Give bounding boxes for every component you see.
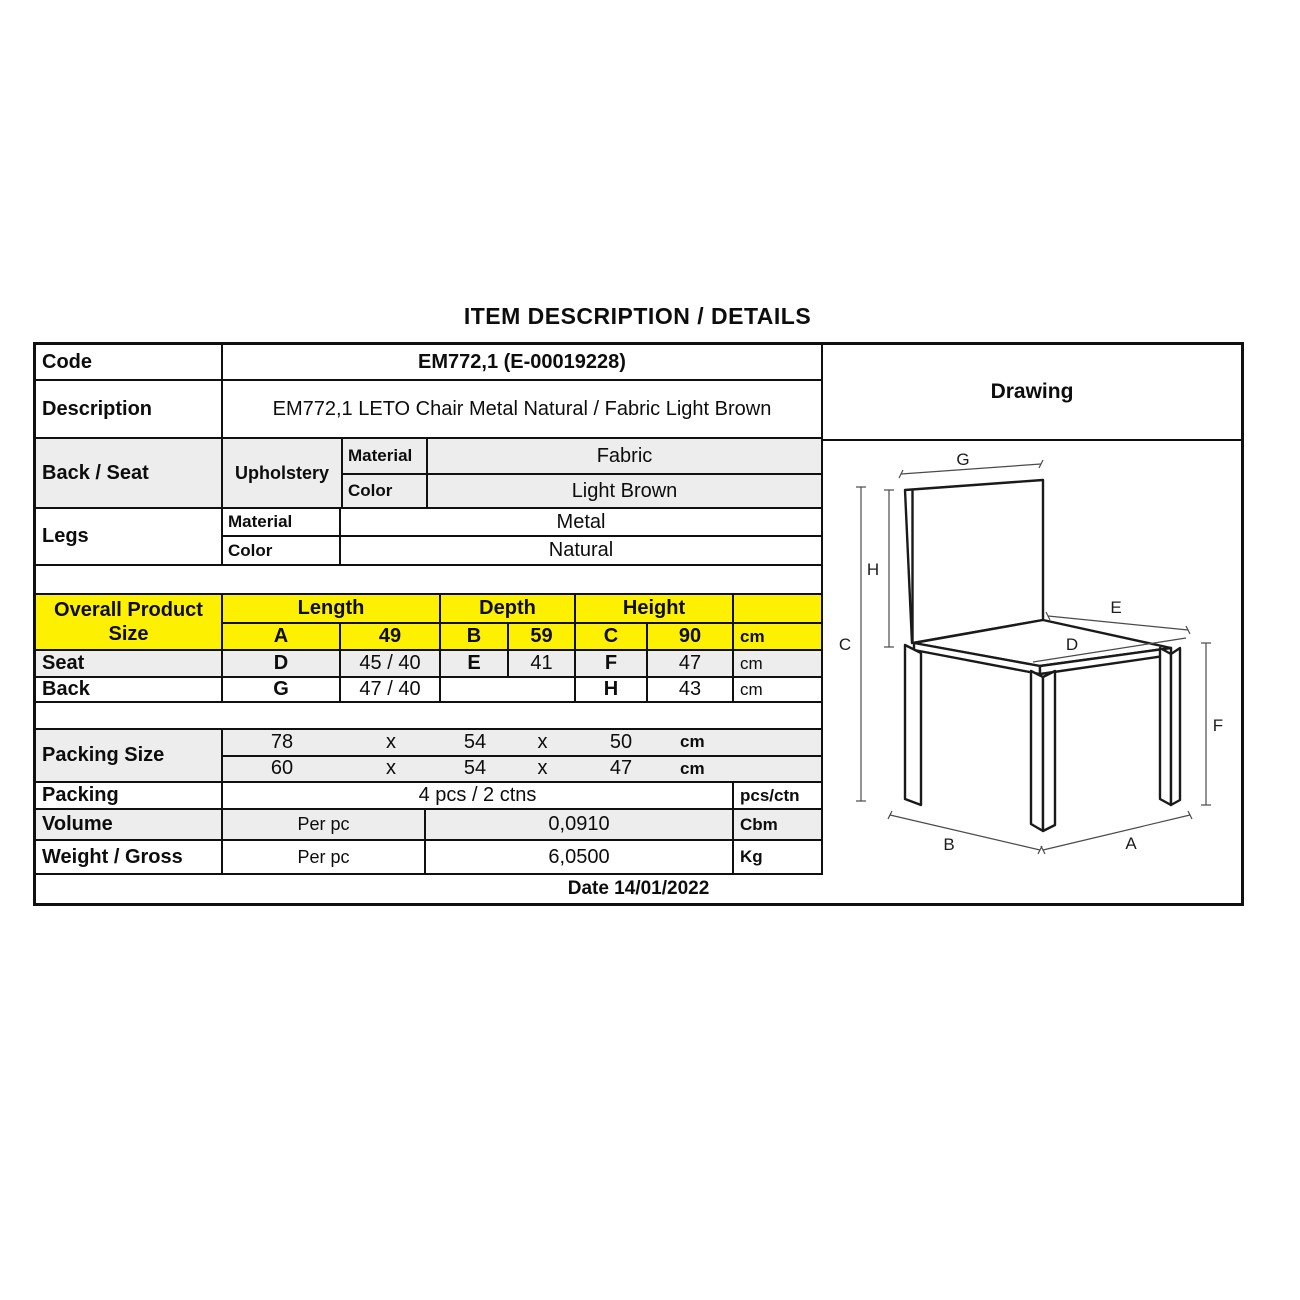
overall-unit: cm	[740, 626, 765, 646]
legs-color-label: Color	[223, 537, 341, 564]
legs-material-label: Material	[223, 509, 341, 535]
chair-leg-front-right-face	[1043, 671, 1055, 831]
code-label: Code	[36, 345, 223, 379]
spec-table	[33, 342, 1244, 906]
spacer-row-2	[36, 703, 821, 730]
volume-unit: Cbm	[740, 814, 778, 834]
legs-material-value: Metal	[556, 510, 606, 533]
overall-size-label-line2: Size	[108, 623, 149, 645]
packing1-x2: x	[537, 730, 548, 753]
overall-b-key: B	[441, 624, 509, 649]
packing2-dim1: 60	[270, 757, 294, 780]
row-back-seat	[36, 439, 821, 509]
date-value: Date 14/01/2022	[567, 878, 710, 899]
overall-b-value: 59	[509, 624, 576, 649]
chair-leg-front-left-face	[1031, 671, 1043, 831]
page-title: ITEM DESCRIPTION / DETAILS	[463, 303, 812, 329]
back-empty-cell	[441, 678, 576, 701]
row-description	[36, 381, 821, 439]
seat-d-value: 45 / 40	[341, 651, 441, 676]
back-seat-material-label: Material	[343, 439, 428, 473]
chair-drawing	[823, 441, 1243, 873]
spacer-row-1	[36, 566, 821, 595]
seat-label: Seat	[36, 651, 223, 676]
seat-d-key: D	[223, 651, 341, 676]
dim-label-b: B	[943, 835, 955, 854]
back-unit: cm	[740, 679, 763, 699]
dim-line-b	[890, 815, 1040, 850]
dim-label-a: A	[1125, 834, 1137, 853]
dim-label-d: D	[1065, 635, 1079, 654]
overall-a-key: A	[223, 624, 341, 649]
volume-value: 0,0910	[426, 810, 734, 839]
length-header: Length	[223, 595, 441, 622]
back-h-key: H	[576, 678, 648, 701]
seat-unit: cm	[740, 653, 763, 673]
dim-label-h: H	[866, 560, 880, 579]
overall-size-label	[36, 595, 223, 649]
row-packing	[36, 783, 821, 810]
row-back-size	[36, 678, 821, 703]
dim-label-f: F	[1212, 716, 1224, 735]
row-legs	[36, 509, 821, 566]
packing1-dim2: 54	[463, 730, 487, 753]
description-label: Description	[36, 381, 223, 437]
size-header-empty-cell	[734, 595, 821, 622]
packing-value: 4 pcs / 2 ctns	[223, 783, 734, 808]
seat-f-value: 47	[648, 651, 734, 676]
seat-e-value: 41	[509, 651, 576, 676]
back-g-value: 47 / 40	[341, 678, 441, 701]
packing1-x1: x	[386, 730, 396, 753]
back-seat-material-value: Fabric	[596, 444, 653, 467]
chair-leg-right-right-face	[1171, 648, 1180, 805]
packing1-dim3: 50	[609, 730, 633, 753]
dim-label-c: C	[838, 635, 852, 654]
row-code	[36, 345, 821, 381]
drawing-panel	[821, 345, 1241, 875]
weight-value: 6,0500	[426, 841, 734, 873]
legs-label: Legs	[36, 509, 223, 564]
seat-e-key: E	[441, 651, 509, 676]
depth-header: Depth	[441, 595, 576, 622]
overall-c-value: 90	[648, 624, 734, 649]
row-date	[36, 875, 1241, 903]
packing1-unit: cm	[680, 732, 705, 752]
weight-label: Weight / Gross	[36, 841, 223, 873]
back-seat-label: Back / Seat	[36, 439, 223, 507]
dim-label-g: G	[956, 450, 970, 469]
packing-size-label: Packing Size	[36, 730, 223, 781]
dim-line-g	[901, 464, 1041, 474]
back-label: Back	[36, 678, 223, 701]
overall-c-key: C	[576, 624, 648, 649]
height-header: Height	[576, 595, 734, 622]
back-g-key: G	[223, 678, 341, 701]
row-seat-size	[36, 651, 821, 678]
upholstery-label: Upholstery	[223, 439, 343, 507]
chair-leg-right-left-face	[1160, 648, 1171, 805]
volume-per: Per pc	[223, 810, 426, 839]
dim-label-e: E	[1110, 598, 1122, 617]
packing-unit: pcs/ctn	[740, 785, 800, 805]
description-value: EM772,1 LETO Chair Metal Natural / Fabric Light Brown	[272, 397, 772, 420]
row-overall-size-header	[36, 595, 821, 651]
chair-leg-back-left	[905, 645, 921, 805]
volume-label: Volume	[36, 810, 223, 839]
code-value: EM772,1 (E-00019228)	[418, 350, 626, 373]
packing2-x2: x	[537, 757, 548, 780]
overall-a-value: 49	[341, 624, 441, 649]
back-seat-color-value: Light Brown	[571, 479, 678, 502]
chair-backrest	[905, 480, 1043, 643]
row-volume	[36, 810, 821, 841]
weight-unit: Kg	[740, 847, 763, 866]
packing2-x1: x	[386, 757, 396, 780]
back-h-value: 43	[648, 678, 734, 701]
weight-per: Per pc	[223, 841, 426, 873]
overall-size-label-line1: Overall Product	[54, 599, 203, 621]
back-seat-color-label: Color	[343, 475, 428, 507]
row-packing-size	[36, 730, 821, 783]
drawing-header: Drawing	[823, 345, 1241, 441]
packing2-dim2: 54	[463, 757, 487, 780]
packing2-dim3: 47	[609, 757, 633, 780]
packing1-dim1: 78	[270, 730, 294, 753]
seat-f-key: F	[576, 651, 648, 676]
row-weight	[36, 841, 821, 875]
dim-line-a	[1043, 815, 1190, 850]
packing2-unit: cm	[680, 758, 705, 778]
legs-color-value: Natural	[548, 539, 614, 561]
packing-label: Packing	[36, 783, 223, 808]
